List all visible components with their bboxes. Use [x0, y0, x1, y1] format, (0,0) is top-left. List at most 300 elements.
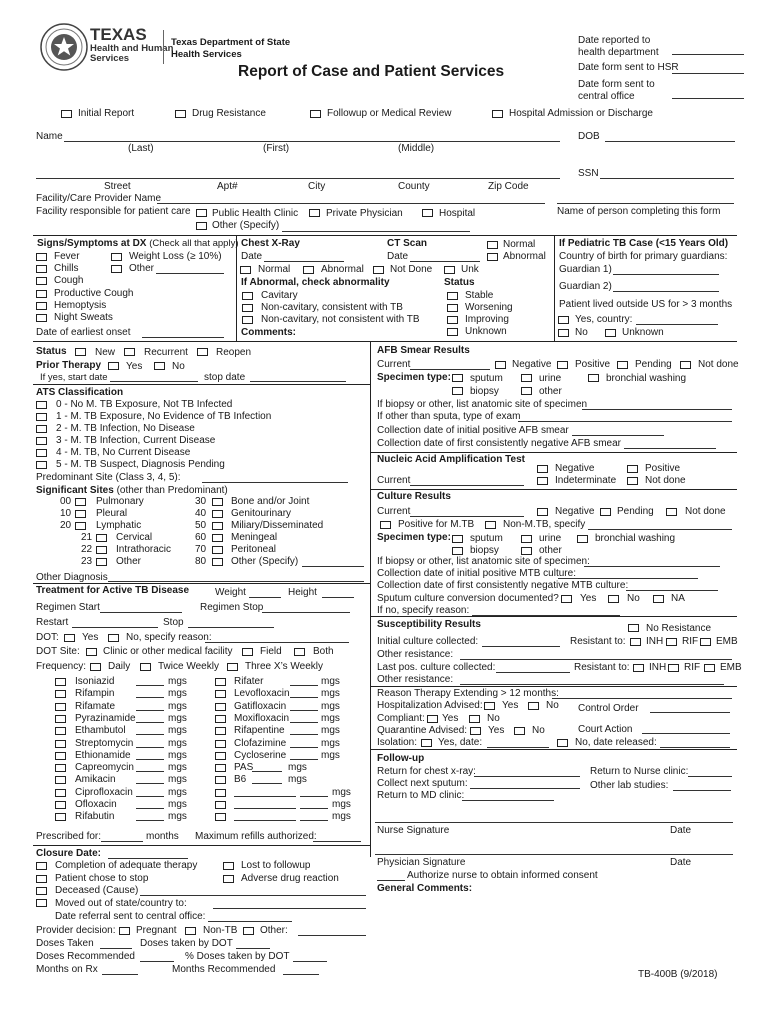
- streptomycin-dose-field[interactable]: [136, 747, 164, 748]
- afb-negative-date-field[interactable]: [624, 448, 716, 449]
- initial-report-checkbox[interactable]: [61, 110, 72, 118]
- isolation-released-field[interactable]: [660, 747, 730, 748]
- conversion-no-checkbox[interactable]: [608, 595, 619, 603]
- dot-site-both-checkbox[interactable]: [294, 648, 305, 656]
- site-10-label: Pleural: [96, 508, 128, 519]
- address-field[interactable]: [36, 178, 560, 179]
- status-reopen-checkbox[interactable]: [197, 348, 208, 356]
- afb-urine-label: urine: [539, 373, 562, 384]
- guardian1-field[interactable]: [613, 274, 719, 275]
- gatifloxacin-dose-field[interactable]: [290, 710, 318, 711]
- naat-indeterminate-label: Indeterminate: [555, 475, 617, 486]
- culture-biopsy-site-field[interactable]: [584, 566, 720, 567]
- dot-site-clinic-checkbox[interactable]: [86, 648, 97, 656]
- site-50-checkbox[interactable]: [212, 522, 223, 530]
- naat-not-done-checkbox[interactable]: [627, 477, 638, 485]
- isolation-yes-checkbox[interactable]: [421, 739, 432, 747]
- chest-xray-return-field[interactable]: [474, 776, 580, 777]
- afb-exam-type-label: If other than sputa, type of exam: [377, 411, 521, 422]
- isolation-no-checkbox[interactable]: [557, 739, 568, 747]
- ethambutol-dose-field[interactable]: [136, 734, 164, 735]
- pct-dot-field[interactable]: [293, 961, 327, 962]
- conversion-yes-checkbox[interactable]: [561, 595, 572, 603]
- control-order-field[interactable]: [650, 712, 730, 713]
- cavitary-checkbox[interactable]: [242, 292, 253, 300]
- regimen-start-field[interactable]: [100, 612, 182, 613]
- followup-heading: Follow-up: [377, 753, 425, 764]
- site-21-checkbox[interactable]: [96, 534, 107, 542]
- ct-worsening-checkbox[interactable]: [447, 304, 458, 312]
- prescribed-for-field[interactable]: [101, 841, 143, 842]
- site-22-code: 22: [81, 544, 93, 555]
- months-rx-label: Months on Rx: [36, 964, 98, 975]
- ats-class-3-checkbox[interactable]: [36, 437, 47, 445]
- lost-followup-checkbox[interactable]: [223, 862, 234, 870]
- ct-abnormal-checkbox[interactable]: [487, 253, 498, 261]
- doses-taken-field[interactable]: [100, 948, 132, 949]
- isoniazid-label: Isoniazid: [75, 676, 115, 687]
- nurse-clinic-label: Return to Nurse clinic:: [590, 766, 689, 777]
- ats-class-2-checkbox[interactable]: [36, 425, 47, 433]
- predominant-site-field[interactable]: [202, 482, 348, 483]
- facility-other-field[interactable]: [282, 231, 470, 232]
- drug-resistance-checkbox[interactable]: [175, 110, 186, 118]
- chills-checkbox[interactable]: [36, 265, 47, 273]
- cycloserine-dose-field[interactable]: [290, 759, 318, 760]
- cycloserine-checkbox[interactable]: [215, 752, 226, 760]
- nurse-date-label: Date: [670, 825, 692, 836]
- write-in-drug-2-name-field[interactable]: [234, 808, 296, 809]
- dot-yes-label: Yes: [82, 632, 99, 643]
- site-70-code: 70: [195, 544, 207, 555]
- frequency-daily-checkbox[interactable]: [90, 663, 101, 671]
- pyrazinamide-mgs-label: mgs: [168, 712, 187, 724]
- adverse-reaction-checkbox[interactable]: [223, 875, 234, 883]
- afb-pending-checkbox[interactable]: [617, 361, 628, 369]
- pas-mgs-label: mgs: [288, 762, 307, 774]
- ct-unk-checkbox[interactable]: [444, 266, 455, 274]
- referral-date-field[interactable]: [208, 921, 292, 922]
- conversion-yes-label: Yes: [580, 593, 597, 604]
- last-pos-culture-field[interactable]: [496, 672, 570, 673]
- nurse-signature-field[interactable]: [375, 822, 733, 823]
- compliant-label: Compliant:: [377, 713, 425, 724]
- dot-no-reason-field[interactable]: [205, 642, 349, 643]
- amikacin-dose-field[interactable]: [136, 783, 164, 784]
- ct-improving-checkbox[interactable]: [447, 316, 458, 324]
- conversion-na-checkbox[interactable]: [653, 595, 664, 603]
- rifapentine-checkbox[interactable]: [215, 727, 226, 735]
- streptomycin-checkbox[interactable]: [55, 740, 66, 748]
- quarantine-label: Quarantine Advised:: [377, 725, 468, 736]
- signs-other-field[interactable]: [156, 273, 224, 274]
- public-clinic-label: Public Health Clinic: [212, 208, 299, 219]
- culture-current-field[interactable]: [410, 516, 524, 517]
- other-lab-label: Other lab studies:: [590, 780, 669, 791]
- ats-class-2-label: 2 - M. TB Infection, No Disease: [56, 423, 195, 434]
- rifamate-checkbox[interactable]: [55, 703, 66, 711]
- provider-nontb-checkbox[interactable]: [185, 927, 196, 935]
- pas-checkbox[interactable]: [215, 764, 226, 772]
- provider-other-checkbox[interactable]: [243, 927, 254, 935]
- ats-class-5-checkbox[interactable]: [36, 461, 47, 469]
- weight-field[interactable]: [249, 597, 281, 598]
- capreomycin-checkbox[interactable]: [55, 764, 66, 772]
- culture-current-label: Current: [377, 506, 411, 517]
- ats-class-5-label: 5 - M. TB Suspect, Diagnosis Pending: [56, 459, 225, 470]
- culture-not-done-label: Not done: [685, 506, 726, 517]
- site-00-checkbox[interactable]: [75, 498, 86, 506]
- ciprofloxacin-checkbox[interactable]: [55, 789, 66, 797]
- name-field[interactable]: [64, 141, 560, 142]
- culture-sputum-checkbox[interactable]: [452, 535, 463, 543]
- naat-positive-checkbox[interactable]: [627, 465, 638, 473]
- weight-loss-checkbox[interactable]: [111, 253, 122, 261]
- culture-positive-mtb-checkbox[interactable]: [380, 521, 391, 529]
- rifabutin-dose-field[interactable]: [136, 820, 164, 821]
- write-in-drug-3-dose-field[interactable]: [300, 820, 328, 821]
- b6-checkbox[interactable]: [215, 776, 226, 784]
- court-action-field[interactable]: [642, 733, 730, 734]
- clofazimine-dose-field[interactable]: [290, 747, 318, 748]
- other-diagnosis-label: Other Diagnosis: [36, 572, 108, 583]
- dob-label: DOB: [578, 131, 600, 142]
- status-new-label: New: [95, 347, 116, 358]
- afb-positive-date-field[interactable]: [572, 435, 664, 436]
- fever-checkbox[interactable]: [36, 253, 47, 261]
- last-rif-checkbox[interactable]: [668, 664, 679, 672]
- write-in-drug-1-checkbox[interactable]: [215, 789, 226, 797]
- facility-name-field[interactable]: [157, 203, 545, 204]
- date-form-hsr-field[interactable]: [672, 73, 744, 74]
- afb-specimen-label: Specimen type:: [377, 372, 451, 383]
- ofloxacin-dose-field[interactable]: [136, 808, 164, 809]
- clofazimine-label: Clofazimine: [234, 737, 287, 749]
- doses-recommended-field[interactable]: [140, 961, 174, 962]
- initial-rif-checkbox[interactable]: [666, 638, 677, 646]
- culture-biopsy-checkbox[interactable]: [452, 547, 463, 555]
- date-reported-field[interactable]: [672, 54, 744, 55]
- prior-start-field[interactable]: [110, 381, 198, 382]
- afb-other-checkbox[interactable]: [521, 387, 532, 395]
- culture-other-checkbox[interactable]: [521, 547, 532, 555]
- frequency-twice-checkbox[interactable]: [140, 663, 151, 671]
- compliant-no-checkbox[interactable]: [469, 715, 480, 723]
- dot-yes-checkbox[interactable]: [64, 634, 75, 642]
- write-in-drug-3-name-field[interactable]: [234, 820, 296, 821]
- afb-negative-checkbox[interactable]: [495, 361, 506, 369]
- initial-culture-collected-field[interactable]: [482, 646, 560, 647]
- lost-followup-label: Lost to followup: [241, 860, 311, 871]
- date-form-co-field[interactable]: [672, 98, 744, 99]
- afb-current-field[interactable]: [410, 369, 490, 370]
- xray-normal-checkbox[interactable]: [240, 266, 251, 274]
- site-00-label: Pulmonary: [96, 496, 144, 507]
- earliest-onset-field[interactable]: [142, 337, 224, 338]
- nurse-signature-label: Nurse Signature: [377, 825, 450, 836]
- moved-label: Moved out of state/country to:: [55, 898, 187, 909]
- ethionamide-checkbox[interactable]: [55, 752, 66, 760]
- logo-line-3: Services: [90, 53, 130, 64]
- culture-non-mtb-checkbox[interactable]: [485, 521, 496, 529]
- naat-negative-checkbox[interactable]: [537, 465, 548, 473]
- rifapentine-dose-field[interactable]: [290, 734, 318, 735]
- months-rx-field[interactable]: [102, 974, 138, 975]
- ct-normal-checkbox[interactable]: [487, 241, 498, 249]
- doses-dot-field[interactable]: [236, 948, 270, 949]
- initial-resistant-label: Resistant to:: [570, 636, 626, 647]
- hospital-admission-checkbox[interactable]: [492, 110, 503, 118]
- rifamate-dose-field[interactable]: [136, 710, 164, 711]
- reason-extending-field[interactable]: [552, 698, 732, 699]
- isoniazid-checkbox[interactable]: [55, 678, 66, 686]
- provider-pregnant-checkbox[interactable]: [119, 927, 130, 935]
- culture-biopsy-label: biopsy: [470, 545, 499, 556]
- height-field[interactable]: [322, 597, 354, 598]
- initial-emb-checkbox[interactable]: [700, 638, 711, 646]
- b6-dose-field[interactable]: [252, 783, 282, 784]
- site-10-checkbox[interactable]: [75, 510, 86, 518]
- no-resistance-checkbox[interactable]: [628, 624, 639, 632]
- gatifloxacin-mgs-label: mgs: [321, 700, 340, 712]
- md-clinic-field[interactable]: [462, 800, 554, 801]
- ats-class-1-checkbox[interactable]: [36, 413, 47, 421]
- rifater-dose-field[interactable]: [290, 685, 318, 686]
- frequency-three-checkbox[interactable]: [227, 663, 238, 671]
- afb-biopsy-checkbox[interactable]: [452, 387, 463, 395]
- last-other-resistance-field[interactable]: [460, 684, 724, 685]
- quarantine-yes-checkbox[interactable]: [470, 727, 481, 735]
- ofloxacin-checkbox[interactable]: [55, 801, 66, 809]
- naat-current-field[interactable]: [410, 485, 524, 486]
- culture-bronchial-checkbox[interactable]: [577, 535, 588, 543]
- prior-therapy-label: Prior Therapy: [36, 360, 102, 371]
- culture-urine-label: urine: [539, 533, 562, 544]
- write-in-drug-2-checkbox[interactable]: [215, 801, 226, 809]
- private-physician-checkbox[interactable]: [309, 209, 320, 217]
- afb-bronchial-checkbox[interactable]: [588, 374, 599, 382]
- hospital-checkbox[interactable]: [422, 209, 433, 217]
- levofloxacin-dose-field[interactable]: [290, 697, 318, 698]
- culture-first-negative-field[interactable]: [626, 590, 718, 591]
- facility-other-checkbox[interactable]: [196, 222, 207, 230]
- pyrazinamide-checkbox[interactable]: [55, 715, 66, 723]
- ats-class-4-checkbox[interactable]: [36, 449, 47, 457]
- streptomycin-mgs-label: mgs: [168, 737, 187, 749]
- culture-specimen-label: Specimen type:: [377, 532, 451, 543]
- ct-unknown-checkbox[interactable]: [447, 328, 458, 336]
- cough-checkbox[interactable]: [36, 277, 47, 285]
- other-diagnosis-field[interactable]: [108, 581, 364, 582]
- rifater-checkbox[interactable]: [215, 678, 226, 686]
- provider-other-field[interactable]: [298, 935, 366, 936]
- ethambutol-checkbox[interactable]: [55, 727, 66, 735]
- isoniazid-mgs-label: mgs: [168, 676, 187, 687]
- write-in-drug-2-dose-field[interactable]: [300, 808, 328, 809]
- site-22-checkbox[interactable]: [96, 546, 107, 554]
- chose-stop-checkbox[interactable]: [36, 875, 47, 883]
- prior-therapy-yes-checkbox[interactable]: [108, 362, 119, 370]
- treatment-stop-field[interactable]: [188, 627, 274, 628]
- pas-dose-field[interactable]: [252, 771, 282, 772]
- last-inh-checkbox[interactable]: [633, 664, 644, 672]
- write-in-drug-3-checkbox[interactable]: [215, 813, 226, 821]
- afb-positive-label: Positive: [575, 359, 611, 370]
- initial-other-resistance-field[interactable]: [460, 659, 732, 660]
- completing-person-field[interactable]: [557, 203, 734, 204]
- afb-biopsy-label: biopsy: [470, 386, 499, 397]
- compliant-yes-checkbox[interactable]: [427, 715, 438, 723]
- pyrazinamide-dose-field[interactable]: [136, 722, 164, 723]
- rifabutin-checkbox[interactable]: [55, 813, 66, 821]
- status-recurrent-checkbox[interactable]: [124, 348, 135, 356]
- xray-date-field[interactable]: [264, 261, 344, 262]
- dob-field[interactable]: [605, 141, 735, 142]
- hosp-advised-no-label: No: [546, 700, 559, 711]
- culture-pending-checkbox[interactable]: [600, 508, 611, 516]
- site-80-checkbox[interactable]: [212, 558, 223, 566]
- dot-site-field-checkbox[interactable]: [242, 648, 253, 656]
- ct-date-field[interactable]: [410, 261, 480, 262]
- completion-checkbox[interactable]: [36, 862, 47, 870]
- hosp-advised-yes-checkbox[interactable]: [484, 702, 495, 710]
- afb-not-done-checkbox[interactable]: [680, 361, 691, 369]
- hospital-admission-label: Hospital Admission or Discharge: [509, 108, 653, 119]
- last-emb-checkbox[interactable]: [704, 664, 715, 672]
- physician-signature-field[interactable]: [375, 854, 733, 855]
- followup-review-checkbox[interactable]: [310, 110, 321, 118]
- site-23-checkbox[interactable]: [96, 558, 107, 566]
- write-in-drug-1-dose-field[interactable]: [300, 796, 328, 797]
- afb-urine-checkbox[interactable]: [521, 374, 532, 382]
- lived-outside-yes-label: Yes, country:: [575, 314, 633, 325]
- signs-other-checkbox[interactable]: [111, 265, 122, 273]
- productive-cough-checkbox[interactable]: [36, 290, 47, 298]
- middle-name-caption: (Middle): [398, 143, 435, 154]
- write-in-drug-1-name-field[interactable]: [234, 796, 296, 797]
- afb-biopsy-site-field[interactable]: [582, 409, 732, 410]
- lived-outside-country-field[interactable]: [636, 324, 718, 325]
- b6-mgs-label: mgs: [288, 774, 307, 786]
- ats-class-0-checkbox[interactable]: [36, 401, 47, 409]
- culture-initial-positive-field[interactable]: [558, 578, 698, 579]
- site-60-checkbox[interactable]: [212, 534, 223, 542]
- guardian2-field[interactable]: [613, 291, 719, 292]
- dot-label: DOT:: [36, 632, 59, 643]
- ciprofloxacin-dose-field[interactable]: [136, 796, 164, 797]
- capreomycin-mgs-label: mgs: [168, 762, 187, 774]
- closure-date-field[interactable]: [108, 858, 188, 859]
- ethionamide-dose-field[interactable]: [136, 759, 164, 760]
- site-30-checkbox[interactable]: [212, 498, 223, 506]
- rifampin-dose-field[interactable]: [136, 697, 164, 698]
- prior-therapy-no-checkbox[interactable]: [154, 362, 165, 370]
- xray-abnormal-checkbox[interactable]: [303, 266, 314, 274]
- clofazimine-checkbox[interactable]: [215, 740, 226, 748]
- ciprofloxacin-mgs-label: mgs: [168, 786, 187, 798]
- culture-non-mtb-field[interactable]: [588, 529, 732, 530]
- culture-urine-checkbox[interactable]: [521, 535, 532, 543]
- afb-sputum-checkbox[interactable]: [452, 374, 463, 382]
- moved-checkbox[interactable]: [36, 899, 47, 907]
- conversion-reason-field[interactable]: [472, 615, 620, 616]
- moved-destination-field[interactable]: [213, 908, 366, 909]
- quarantine-no-checkbox[interactable]: [514, 727, 525, 735]
- prior-stop-field[interactable]: [250, 381, 346, 382]
- lived-outside-no-checkbox[interactable]: [558, 329, 569, 337]
- levofloxacin-checkbox[interactable]: [215, 690, 226, 698]
- culture-negative-checkbox[interactable]: [537, 508, 548, 516]
- status-new-checkbox[interactable]: [75, 348, 86, 356]
- months-recommended-field[interactable]: [283, 974, 319, 975]
- dot-site-field-label: Field: [260, 646, 282, 657]
- write-in-drug-3-mgs-label: mgs: [332, 811, 351, 823]
- initial-inh-checkbox[interactable]: [630, 638, 641, 646]
- ct-stable-checkbox[interactable]: [447, 292, 458, 300]
- nurse-clinic-field[interactable]: [688, 776, 732, 777]
- private-physician-label: Private Physician: [326, 208, 403, 219]
- isolation-yes-date-field[interactable]: [487, 747, 549, 748]
- restart-field[interactable]: [72, 627, 158, 628]
- deceased-checkbox[interactable]: [36, 887, 47, 895]
- max-refills-field[interactable]: [313, 841, 361, 842]
- naat-indeterminate-checkbox[interactable]: [537, 477, 548, 485]
- amikacin-checkbox[interactable]: [55, 776, 66, 784]
- afb-exam-type-field[interactable]: [518, 421, 732, 422]
- noncav-consistent-checkbox[interactable]: [242, 304, 253, 312]
- weight-label: Weight: [215, 587, 246, 598]
- site-other-field[interactable]: [302, 566, 364, 567]
- xray-not-done-label: Not Done: [390, 264, 433, 275]
- xray-not-done-checkbox[interactable]: [373, 266, 384, 274]
- moxifloxacin-dose-field[interactable]: [290, 722, 318, 723]
- isoniazid-dose-field[interactable]: [136, 685, 164, 686]
- last-emb-label: EMB: [720, 662, 742, 673]
- gatifloxacin-checkbox[interactable]: [215, 703, 226, 711]
- isolation-released-label: No, date released:: [575, 737, 657, 748]
- hemoptysis-checkbox[interactable]: [36, 302, 47, 310]
- lived-outside-yes-checkbox[interactable]: [558, 316, 569, 324]
- site-20-checkbox[interactable]: [75, 522, 86, 530]
- court-action-label: Court Action: [578, 724, 633, 735]
- noncav-not-consistent-checkbox[interactable]: [242, 316, 253, 324]
- culture-not-done-checkbox[interactable]: [666, 508, 677, 516]
- night-sweats-checkbox[interactable]: [36, 314, 47, 322]
- site-40-checkbox[interactable]: [212, 510, 223, 518]
- prior-therapy-no-label: No: [172, 361, 185, 372]
- other-lab-field[interactable]: [673, 790, 731, 791]
- site-20-code: 20: [60, 520, 72, 531]
- site-70-checkbox[interactable]: [212, 546, 223, 554]
- rifampin-checkbox[interactable]: [55, 690, 66, 698]
- next-sputum-field[interactable]: [470, 788, 580, 789]
- public-clinic-checkbox[interactable]: [196, 209, 207, 217]
- ct-unknown-label: Unknown: [465, 326, 507, 337]
- completion-label: Completion of adequate therapy: [55, 860, 198, 871]
- authorize-consent-field[interactable]: [377, 880, 405, 881]
- ssn-field[interactable]: [600, 178, 734, 179]
- dot-no-checkbox[interactable]: [108, 634, 119, 642]
- hosp-advised-no-checkbox[interactable]: [528, 702, 539, 710]
- capreomycin-dose-field[interactable]: [136, 771, 164, 772]
- lived-outside-unknown-checkbox[interactable]: [605, 329, 616, 337]
- moxifloxacin-checkbox[interactable]: [215, 715, 226, 723]
- afb-positive-checkbox[interactable]: [557, 361, 568, 369]
- site-30-label: Bone and/or Joint: [231, 496, 310, 507]
- county-caption: County: [398, 181, 430, 192]
- regimen-stop-field[interactable]: [262, 612, 350, 613]
- deceased-cause-field[interactable]: [140, 895, 366, 896]
